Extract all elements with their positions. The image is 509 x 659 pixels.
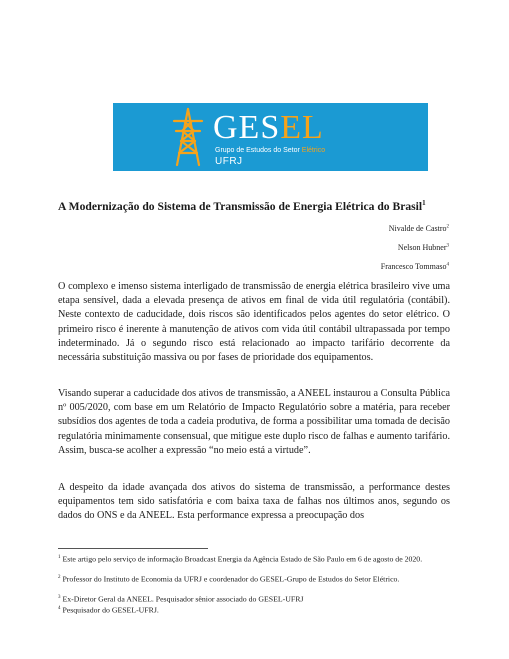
paragraph-1: O complexo e imenso sistema interligado de transmissão de energia elétrica brasileiro vive uma etapa sensível, dada a elevada presença de ativos em final de vida útil regulatória (contábil). Neste contexto de caducidade, dois riscos são identificados pelos agentes do setor elétrico. O primeiro risco é inerente à manutenção de ativos com vida útil contábil ultrapassada por tempo indeterminado. Já o segundo risco está relacionado ao impacto tarifário decorrente da necessária substituição massiva ou por fases de prioridade dos equipamentos. — [58, 281, 450, 364]
paragraph-3: A despeito da idade avançada dos ativos do sistema de transmissão, a performance destes equipamentos tem sido satisfatória e com baixa taxa de falhas nos últimos anos, segundo os dados do ONS e da ANEEL. Esta performance expressa a preocupação dos — [58, 482, 450, 522]
author-2: Nelson Hubner$^3$ — [397, 243, 449, 252]
footnote-2: $^2$ Professor do Instituto de Economia da UFRJ e coordenador do GESEL-Grupo de Estudos do Setor Elétrico. — [58, 574, 400, 584]
logo-subtitle: Grupo de Estudos do Setor Elétrico — [215, 147, 326, 154]
gesel-logo-banner — [113, 103, 428, 171]
logo-university: UFRJ — [215, 156, 243, 167]
article-title: A Modernização do Sistema de Transmissão de Energia Elétrica do Brasil$^1$ — [58, 199, 426, 213]
transmission-tower-icon — [171, 107, 205, 167]
author-1: Nivalde de Castro$^2$ — [388, 224, 449, 233]
footnote-4: $^4$ Pesquisador do GESEL-UFRJ. — [58, 605, 159, 615]
footnote-3: $^3$ Ex-Diretor Geral da ANEEL. Pesquisador sênior associado do GESEL-UFRJ — [58, 594, 304, 604]
footnote-divider — [58, 548, 208, 549]
paragraph-2: Visando superar a caducidade dos ativos de transmissão, a ANEEL instaurou a Consulta Pública nº 005/2020, com base em um Relatório de Impacto Regulatório sobre a matéria, para receber subsídios dos agentes de toda a cadeia produtiva, de forma a possibilitar uma tomada de decisão regulatória minimamente consensual, que mitigue este duplo risco de falhas e aumento tarifário. Assim, busca-se acolher a expressão “no meio está a virtude”. — [58, 388, 450, 456]
logo-wordmark: GESEL — [213, 109, 324, 146]
author-3: Francesco Tommaso$^4$ — [380, 262, 449, 271]
footnote-1: $^1$ Este artigo pelo serviço de informação Broadcast Energia da Agência Estado de São Paulo em 6 de agosto de 2020. — [58, 554, 423, 564]
